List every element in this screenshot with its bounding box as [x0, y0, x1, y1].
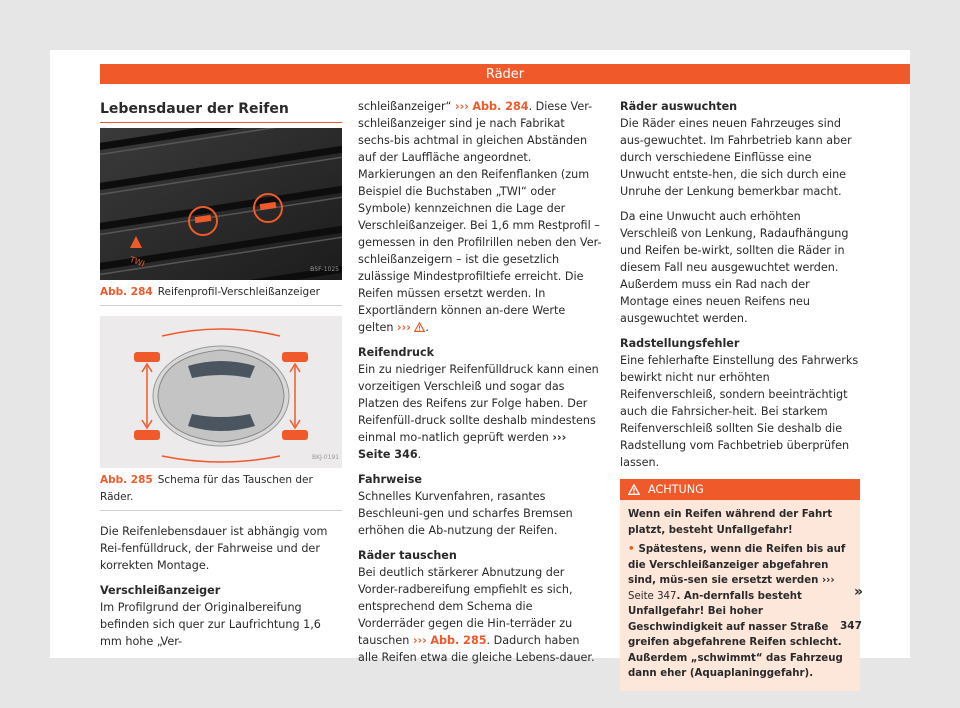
warning-box: [620, 479, 860, 691]
page-number: 347: [840, 620, 862, 632]
paragraph-raeder-tauschen: [358, 564, 602, 666]
heading-verschleissanzeiger: Verschleißanzeiger: [100, 584, 221, 597]
text-segment: . An-dernfalls besteht Unfallgefahr! Bei hoher Geschwindigkeit auf nasser Straße greifen abgefahrene Reifen schlecht. Außerdem „schwimmt“ das Fahrzeug dann eher (Aquaplaninggefahr).: [628, 590, 843, 679]
text-segment: Ein zu niedriger Reifenfülldruck kann einen vorzeitigen Verschleiß und sogar das Platzen des Reifens zur Folge haben. Der Reifenfüll-druck sollte deshalb mindestens einmal mo-natlich geprüft werden: [358, 363, 599, 444]
heading-raeder-tauschen: Räder tauschen: [358, 549, 457, 562]
paragraph-auswuchten-1: Die Räder eines neuen Fahrzeuges sind aus-gewuchtet. Im Fahrbetrieb kann aber durch verschiedene Einflüsse eine Unwucht entste-hen, die sich durch eine Unruhe der Lenkung bemerkbar macht.: [620, 117, 852, 198]
warning-body: [620, 500, 860, 691]
chapter-title: Räder: [485, 66, 525, 82]
warning-triangle-icon: [628, 484, 640, 495]
heading-raeder-auswuchten: Räder auswuchten: [620, 100, 738, 113]
paragraph-verschleiss: Im Profilgrund der Originalbereifung befinden sich quer zur Laufrichtung 1,6 mm hohe „Ver-: [100, 601, 321, 648]
link-abb-285[interactable]: Abb. 285: [430, 634, 487, 647]
text-segment: . Diese Ver-schleißanzeiger sind je nach Fabrikat sechs-bis achtmal in gleichen Abständen auf der Lauffläche angeordnet. Markierungen an den Reifenflanken (zum Beispiel die Buchstaben „TWI“ oder Symbole) kennzeichnen die Lage der Verschleißanzeiger. Bei 1,6 mm Restprofil – gemessen in den Profilrillen neben den Ver-schleißanzeigern – ist die gesetzlich zulässige Mindestprofiltiefe erreicht. Die Reifen müssen ersetzt werden. In Exportländern können an-dere Werte gelten: [358, 100, 602, 334]
twi-marking: TWI: [128, 254, 146, 269]
reference-arrow: ›››: [821, 575, 835, 586]
column-left: [100, 98, 342, 658]
wheel-front-left: [134, 352, 160, 362]
heading-reifendruck: Reifendruck: [358, 346, 435, 359]
reference-arrow: ›››: [454, 100, 469, 113]
manual-page: [50, 50, 910, 679]
link-seite-346[interactable]: Seite 346: [358, 448, 418, 461]
figure-caption: [100, 472, 342, 511]
tread-photo-illustration: [100, 128, 342, 280]
section-title: Lebensdauer der Reifen: [100, 101, 342, 123]
text-segment: schleißanzeiger“: [358, 100, 455, 113]
wheel-front-right: [282, 352, 308, 362]
reference-arrow: ›››: [412, 634, 427, 647]
link-seite-347[interactable]: Seite 347: [628, 590, 677, 602]
continued-marker: »: [854, 584, 864, 600]
warning-triangle-icon[interactable]: [414, 322, 425, 332]
bullet-marker: •: [628, 544, 635, 555]
figure-wheel-rotation: [100, 316, 342, 468]
intro-paragraph: Die Reifenlebensdauer ist abhängig vom Rei-fenfülldruck, der Fahrweise und der korrekten Montage.: [100, 525, 328, 572]
paragraph-verschleiss-cont: schleißanzeiger“ ››› Abb. 284. Diese Ver-schleißanzeiger sind je nach Fabrikat sechs-bis achtmal in gleichen Abständen auf der Lauffläche angeordnet. Markierungen an den Reifenflanken (zum Beispiel die Buchstaben „TWI“ oder Symbole) kennzeichnen die Lage der Verschleißanzeiger. Bei 1,6 mm Restprofil – gemessen in den Profilrillen neben den Ver-schleißanzeigern – ist die gesetzlich zulässige Mindestprofiltiefe erreicht. Die Reifen müssen ersetzt werden. In Exportländern können an-dere Werte gelten ››› .: [358, 100, 602, 334]
column-middle: [358, 98, 602, 674]
text-segment: Spätestens, wenn die Reifen bis auf die Verschleißanzeiger abgefahren sind, müs-sen sie ersetzt werden: [628, 544, 846, 586]
figure-tag: Abb. 284: [100, 286, 153, 298]
paragraph-radstellung: Eine fehlerhafte Einstellung des Fahrwerks bewirkt nicht nur erhöhten Reifenverschleiß, sondern beeinträchtigt auch die Fahrsicher-heit. Bei starkem Reifenverschleiß sollten Sie deshalb die Radstellung vom Fachbetrieb überprüfen lassen.: [620, 354, 859, 469]
warning-header: [620, 479, 860, 500]
reference-arrow: ›››: [397, 321, 411, 334]
wheel-rotation-diagram: [100, 316, 342, 468]
column-right: [620, 98, 860, 691]
link-abb-284[interactable]: Abb. 284: [472, 100, 529, 113]
chapter-header: [100, 64, 910, 84]
figure-caption-text: Reifenprofil-Verschleißanzeiger: [157, 286, 320, 298]
warning-line: Wenn ein Reifen während der Fahrt platzt, besteht Unfallgefahr!: [628, 509, 833, 536]
figure-caption-text: Schema für das Tauschen der Räder.: [100, 474, 313, 503]
heading-radstellungsfehler: Radstellungsfehler: [620, 337, 740, 350]
paragraph-reifendruck: Ein zu niedriger Reifenfülldruck kann einen vorzeitigen Verschleiß und sogar das Platzen des Reifens zur Folge haben. Der Reifenfüll-druck sollte deshalb mindestens einmal mo-natlich geprüft werden ››› Seite 346.: [358, 363, 599, 461]
warning-title: ACHTUNG: [648, 483, 704, 496]
figure-tag: Abb. 285: [100, 474, 153, 486]
paragraph-fahrweise: Schnelles Kurvenfahren, rasantes Beschleuni-gen und scharfes Bremsen erhöhen die Ab-nutzung der Reifen.: [358, 490, 573, 537]
heading-fahrweise: Fahrweise: [358, 473, 423, 486]
paragraph-auswuchten-2: Da eine Unwucht auch erhöhten Verschleiß von Lenkung, Radaufhängung und Reifen be-wirkt, sollten die Räder in diesem Fall neu ausgewuchtet werden. Außerdem muss ein Rad nach der Montage eines neuen Reifens neu ausgewuchtet werden.: [620, 210, 849, 325]
figure-caption: [100, 284, 342, 306]
figure-code: B5F-1025: [310, 266, 339, 273]
wheel-rear-right: [282, 430, 308, 440]
text-segment: . Dadurch haben alle Reifen etwa die gleiche Lebens-dauer.: [358, 634, 595, 664]
text-segment: Bei deutlich stärkerer Abnutzung der Vorder-radbereifung empfiehlt es sich, entsprechend dem Schema die Vorderräder gegen die Hin-terräder zu tauschen: [358, 566, 573, 647]
figure-code: BKJ-0191: [311, 454, 339, 461]
warning-bullet-item: [628, 542, 852, 682]
wheel-rear-left: [134, 430, 160, 440]
figure-tread-wear-indicator: [100, 128, 342, 280]
reference-arrow: ›››: [552, 431, 567, 444]
